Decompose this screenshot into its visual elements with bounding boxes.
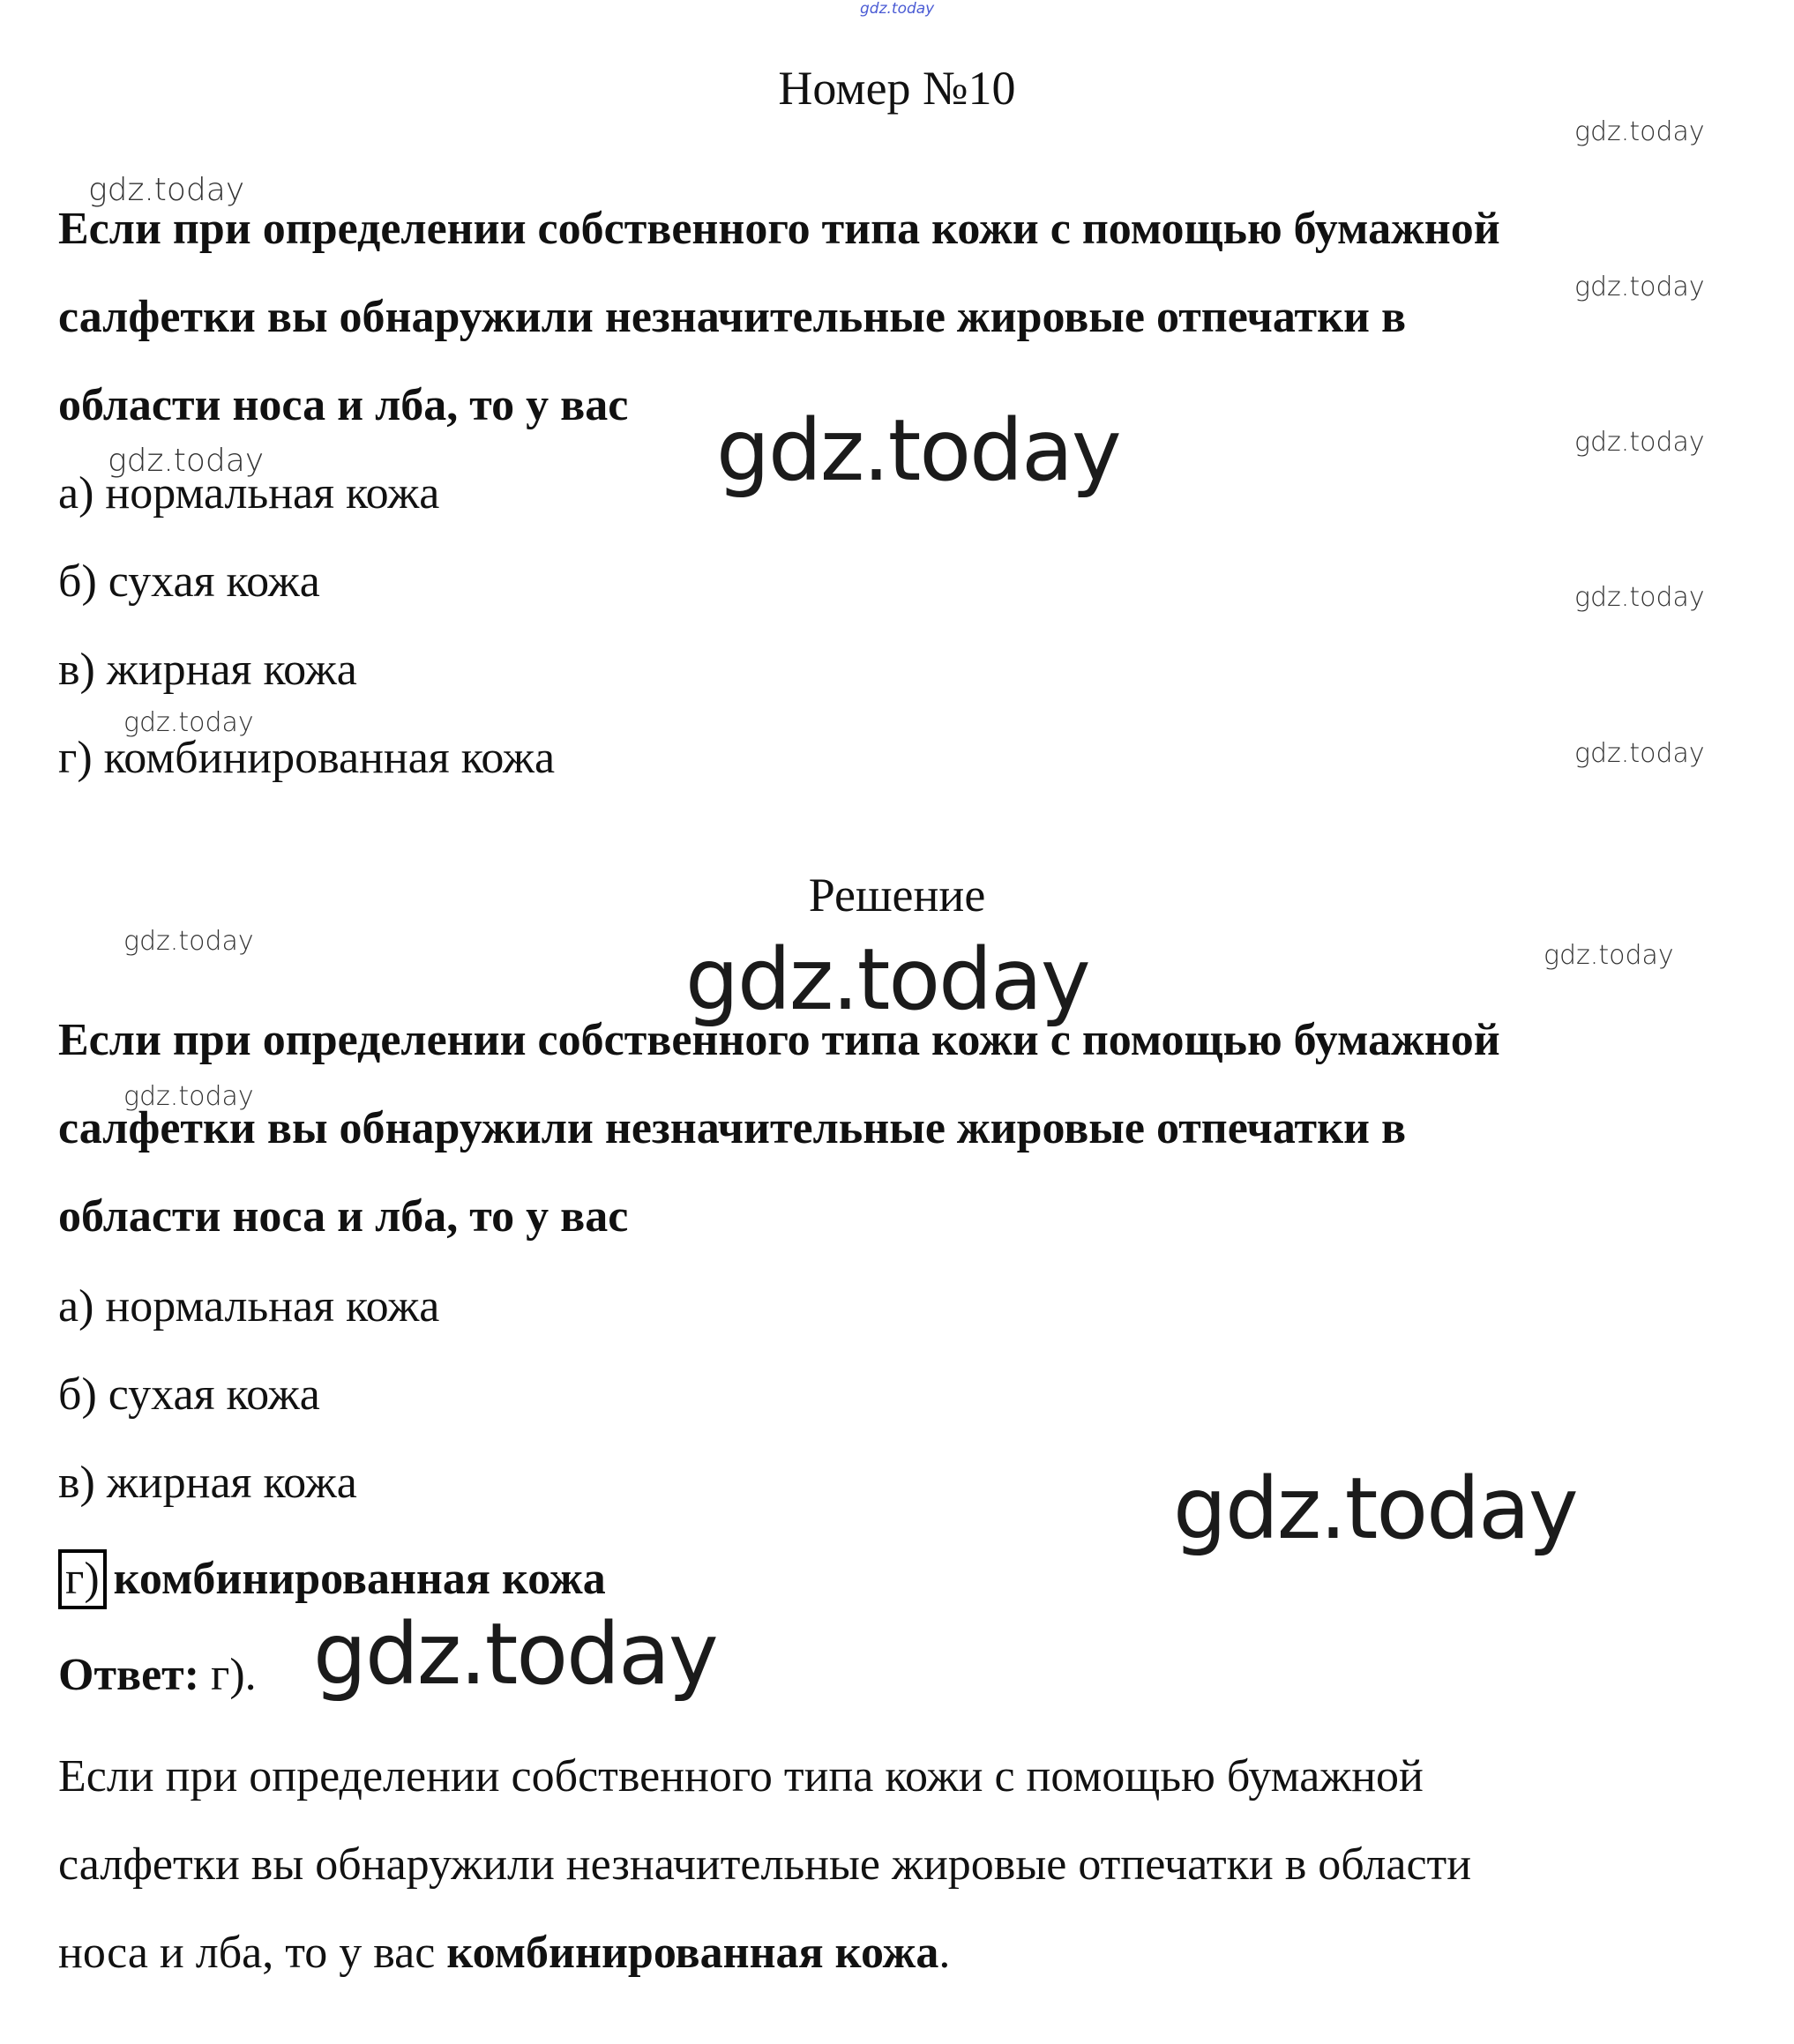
- explanation-line: [58, 1909, 1752, 1997]
- page-title: Номер №10: [778, 62, 1016, 115]
- question-line: салфетки вы обнаружили незначительные жировые отпечатки в: [58, 292, 1407, 342]
- watermark: gdz.today: [88, 172, 245, 208]
- answer-value: г).: [211, 1650, 257, 1700]
- solution-option-c: в) жирная кожа: [58, 1458, 357, 1508]
- option-a: а) нормальная кожа: [58, 468, 440, 518]
- watermark: gdz.today: [1574, 272, 1705, 302]
- watermark: gdz.today: [123, 707, 254, 738]
- watermark: gdz.today: [313, 1605, 717, 1704]
- explanation-end: .: [938, 1928, 951, 1978]
- solution-question-line: салфетки вы обнаружили незначительные жировые отпечатки в: [58, 1103, 1407, 1153]
- question-line: Если при определении собственного типа кожи с помощью бумажной: [58, 204, 1500, 254]
- explanation-bold: комбинированная кожа: [446, 1928, 939, 1978]
- solution-question-line: Если при определении собственного типа кожи с помощью бумажной: [58, 1015, 1500, 1065]
- solution-option-d-selected: [58, 1549, 606, 1609]
- watermark: gdz.today: [123, 926, 254, 957]
- explanation-line: салфетки вы обнаружили незначительные жировые отпечатки в области: [58, 1839, 1472, 1890]
- option-b: б) сухая кожа: [58, 556, 320, 607]
- explanation-line: Если при определении собственного типа кожи с помощью бумажной: [58, 1751, 1424, 1802]
- watermark: gdz.today: [685, 930, 1089, 1029]
- watermark: gdz.today: [1574, 738, 1705, 769]
- solution-question-text: [58, 996, 1752, 1261]
- watermark: gdz.today: [123, 1081, 254, 1112]
- option-c: в) жирная кожа: [58, 645, 357, 695]
- explanation-text: [58, 1733, 1752, 1997]
- explanation-line-start: носа и лба, то у вас: [58, 1928, 447, 1978]
- answer-label: Ответ:: [58, 1650, 200, 1700]
- watermark: gdz.today: [108, 443, 265, 479]
- question-line: области носа и лба, то у вас: [58, 380, 629, 430]
- selected-answer-box: г): [58, 1549, 107, 1609]
- watermark: gdz.today: [716, 401, 1120, 500]
- watermark: gdz.today: [1574, 582, 1705, 613]
- watermark-top: gdz.today: [860, 0, 935, 18]
- solution-option-a: а) нормальная кожа: [58, 1281, 440, 1332]
- watermark: gdz.today: [1574, 116, 1705, 147]
- solution-title: Решение: [808, 869, 986, 921]
- watermark: gdz.today: [1574, 427, 1705, 458]
- option-d: г) комбинированная кожа: [58, 733, 556, 783]
- answer-line: [58, 1649, 257, 1702]
- watermark: gdz.today: [1173, 1459, 1577, 1558]
- selected-answer-text: комбинированная кожа: [113, 1554, 606, 1604]
- watermark: gdz.today: [1544, 940, 1674, 971]
- solution-question-line: области носа и лба, то у вас: [58, 1191, 629, 1242]
- solution-option-b: б) сухая кожа: [58, 1369, 320, 1420]
